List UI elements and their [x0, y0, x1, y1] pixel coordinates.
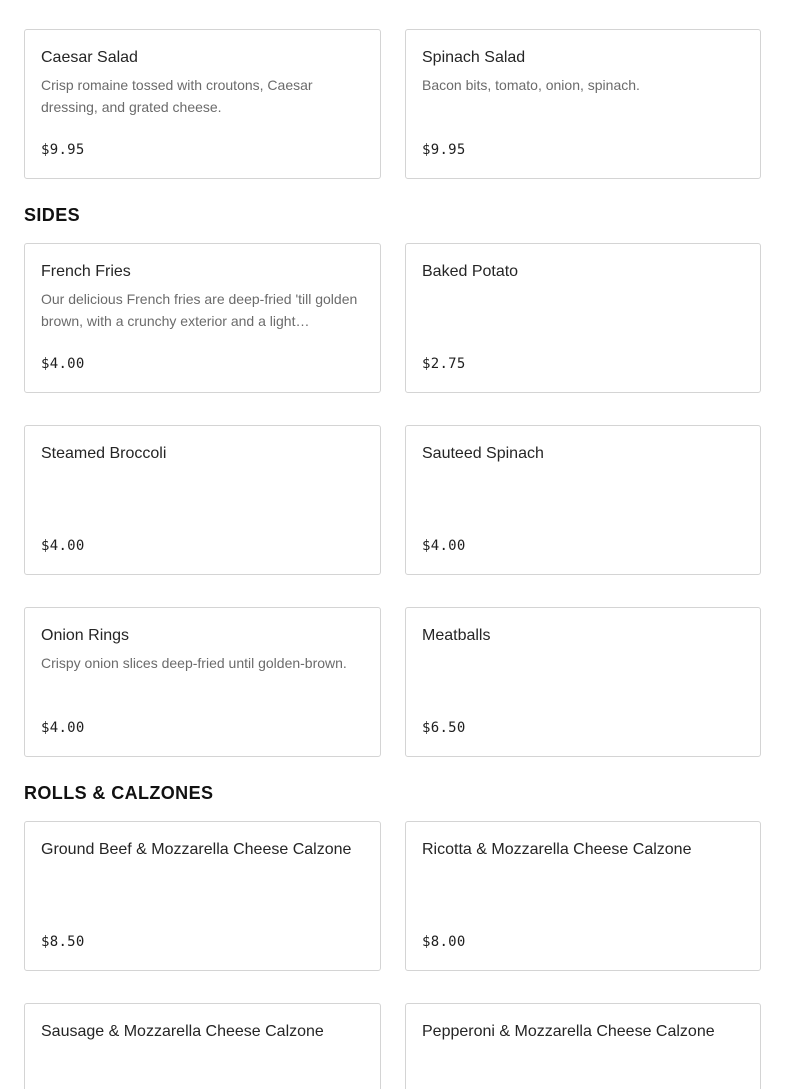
menu-item-card[interactable] — [24, 1003, 381, 1089]
item-name: Onion Rings — [41, 627, 130, 644]
menu-item-card[interactable] — [405, 425, 761, 575]
item-price: $6.50 — [422, 720, 466, 736]
menu-item-card[interactable] — [405, 821, 761, 971]
item-description — [41, 866, 364, 910]
item-description: Bacon bits, tomato, onion, spinach. — [422, 77, 640, 93]
item-price: $9.95 — [41, 142, 85, 158]
item-description — [422, 470, 744, 514]
section-title-sides: SIDES — [24, 205, 81, 225]
menu-item-card[interactable] — [405, 29, 761, 179]
menu-item-card[interactable] — [405, 1003, 761, 1089]
item-description — [422, 652, 744, 696]
item-price: $4.00 — [41, 538, 85, 554]
item-description — [41, 1048, 364, 1089]
menu-item-card[interactable] — [24, 607, 381, 757]
menu-item-card[interactable] — [24, 821, 381, 971]
item-name: Sausage & Mozzarella Cheese Calzone — [41, 1023, 324, 1040]
item-description — [422, 288, 744, 332]
item-price: $2.75 — [422, 356, 466, 372]
item-name: Caesar Salad — [41, 49, 138, 66]
menu-item-card[interactable] — [24, 29, 381, 179]
item-description — [422, 866, 744, 910]
item-name: Sauteed Spinach — [422, 445, 544, 462]
item-description — [422, 1048, 744, 1089]
item-name: Baked Potato — [422, 263, 519, 280]
section-title-rolls-calzones: ROLLS & CALZONES — [24, 783, 214, 803]
item-name: Steamed Broccoli — [41, 445, 167, 462]
item-price: $8.50 — [41, 934, 85, 950]
item-description — [41, 470, 364, 514]
item-price: $4.00 — [422, 538, 466, 554]
item-description: Crisp romaine tossed with croutons, Caesar dressing, and grated cheese. — [41, 77, 313, 115]
menu-item-card[interactable] — [24, 425, 381, 575]
item-name: Ground Beef & Mozzarella Cheese Calzone — [41, 841, 352, 858]
item-name: Pepperoni & Mozzarella Cheese Calzone — [422, 1023, 715, 1040]
menu-item-card[interactable] — [405, 243, 761, 393]
item-name: Spinach Salad — [422, 49, 526, 66]
item-price: $9.95 — [422, 142, 466, 158]
item-description: Our delicious French fries are deep-fried 'till golden brown, with a crunchy exterior and a light… — [41, 291, 358, 329]
item-description: Crispy onion slices deep-fried until golden-brown. — [41, 655, 347, 671]
item-name: French Fries — [41, 263, 131, 280]
item-price: $8.00 — [422, 934, 466, 950]
item-price: $4.00 — [41, 356, 85, 372]
item-price: $4.00 — [41, 720, 85, 736]
item-name: Meatballs — [422, 627, 491, 644]
menu-item-card[interactable] — [24, 243, 381, 393]
menu-item-card[interactable] — [405, 607, 761, 757]
item-name: Ricotta & Mozzarella Cheese Calzone — [422, 841, 692, 858]
